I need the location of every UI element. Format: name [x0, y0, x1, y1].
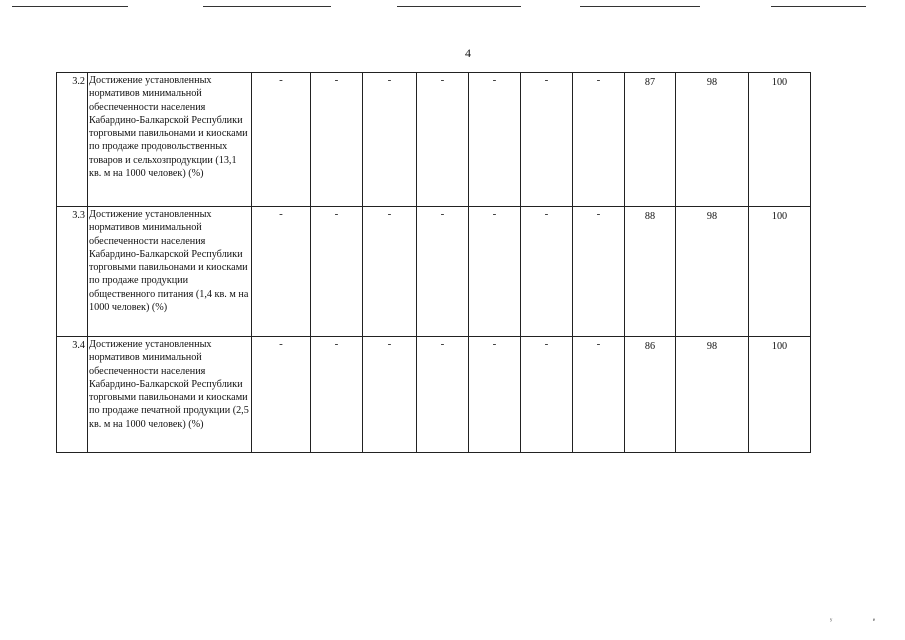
empty-value-dash: - — [469, 73, 521, 207]
indicator-value: 98 — [676, 337, 749, 453]
empty-value-dash: - — [252, 73, 311, 207]
empty-value-dash: - — [252, 207, 311, 337]
empty-value-dash: - — [521, 337, 573, 453]
empty-value-dash: - — [417, 207, 469, 337]
indicator-value: 86 — [625, 337, 676, 453]
empty-value-dash: - — [573, 73, 625, 207]
table-row — [57, 337, 811, 453]
page-number: 4 — [465, 46, 471, 60]
scan-corner-mark: ᵉ — [873, 616, 876, 625]
empty-value-dash: - — [252, 337, 311, 453]
empty-value-dash: - — [311, 337, 363, 453]
indicator-value: 98 — [676, 207, 749, 337]
indicator-table-wrapper — [56, 72, 811, 453]
empty-value-dash: - — [573, 207, 625, 337]
indicator-table — [56, 72, 811, 453]
table-body — [57, 73, 811, 453]
empty-value-dash: - — [363, 207, 417, 337]
empty-value-dash: - — [311, 73, 363, 207]
empty-value-dash: - — [521, 207, 573, 337]
empty-value-dash: - — [311, 207, 363, 337]
empty-value-dash: - — [363, 73, 417, 207]
top-scan-line-5 — [771, 6, 866, 7]
top-scan-line-2 — [203, 6, 331, 7]
row-number: 3.2 — [57, 73, 88, 207]
empty-value-dash: - — [469, 207, 521, 337]
indicator-value: 100 — [749, 73, 811, 207]
scan-corner-mark: ʸ — [830, 616, 833, 625]
indicator-value: 100 — [749, 337, 811, 453]
empty-value-dash: - — [417, 337, 469, 453]
empty-value-dash: - — [417, 73, 469, 207]
table-row — [57, 73, 811, 207]
indicator-description: Достижение установленных нормативов минимальной обеспеченности населения Кабардино-Балкарской Республики торговыми павильонами и киосками по продаже продукции общественного питания (1,4 кв. м на 1000 человек) (%) — [88, 207, 252, 337]
empty-value-dash: - — [573, 337, 625, 453]
empty-value-dash: - — [521, 73, 573, 207]
empty-value-dash: - — [469, 337, 521, 453]
top-scan-line-3 — [397, 6, 521, 7]
table-row — [57, 207, 811, 337]
top-scan-line-4 — [580, 6, 700, 7]
empty-value-dash: - — [363, 337, 417, 453]
indicator-description: Достижение установленных нормативов минимальной обеспеченности населения Кабардино-Балкарской Республики торговыми павильонами и киосками по продаже продовольственных товаров и сельхозпродукции (13,1 кв. м на 1000 человек) (%) — [88, 73, 252, 207]
indicator-value: 88 — [625, 207, 676, 337]
indicator-value: 87 — [625, 73, 676, 207]
indicator-value: 100 — [749, 207, 811, 337]
top-scan-line-1 — [12, 6, 128, 7]
indicator-description: Достижение установленных нормативов минимальной обеспеченности населения Кабардино-Балкарской Республики торговыми павильонами и киосками по продаже печатной продукции (2,5 кв. м на 1000 человек) (%) — [88, 337, 252, 453]
row-number: 3.3 — [57, 207, 88, 337]
row-number: 3.4 — [57, 337, 88, 453]
indicator-value: 98 — [676, 73, 749, 207]
